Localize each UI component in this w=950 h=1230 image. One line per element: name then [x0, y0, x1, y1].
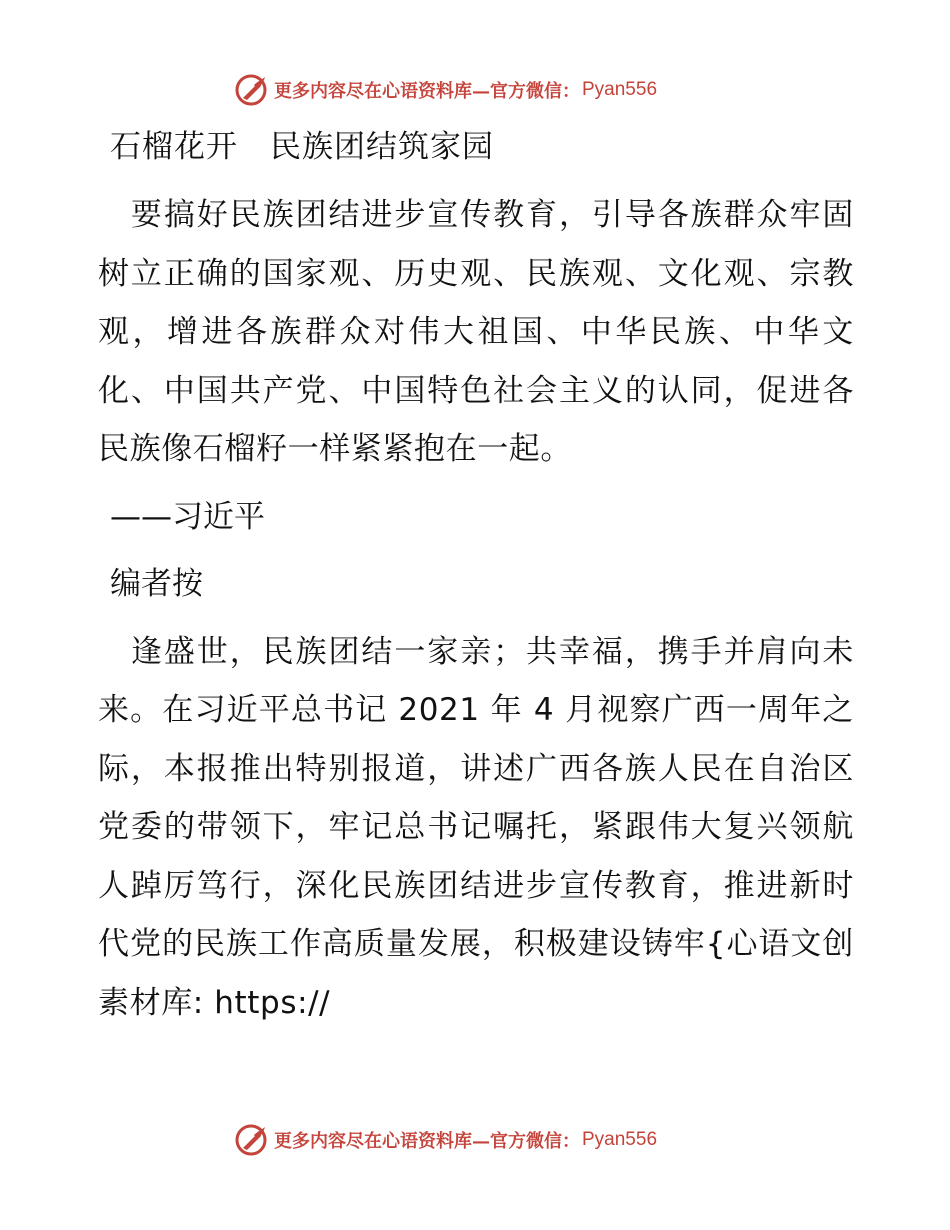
editor-note-body: 逢盛世，民族团结一家亲；共幸福，携手并肩向未来。在习近平总书记 2021 年 4 月视察广西一周年之际，本报推出特别报道，讲述广西各族人民在自治区党委的带领下，牢记总书记嘱托，紧跟伟大复兴领航人踔厉笃行，深化民族团结进步宣传教育，推进新时代党的民族工作高质量发展，积极建设铸牢{心语文创素材库: https:// — [98, 633, 854, 1021]
quill-logo-icon — [234, 1123, 268, 1157]
banner-wechat-handle: Pyan556 — [582, 79, 658, 100]
article — [98, 118, 854, 1032]
editor-note-heading: 编者按 — [110, 565, 203, 602]
quill-logo-icon — [234, 73, 268, 107]
quote-paragraph: 要搞好民族团结进步宣传教育，引导各族群众牢固树立正确的国家观、历史观、民族观、文化观、宗教观，增进各族群众对伟大祖国、中华民族、中华文化、中国共产党、中国特色社会主义的认同，促进各民族像石榴籽一样紧紧抱在一起。 — [98, 197, 854, 467]
article-title: 石榴花开 民族团结筑家园 — [110, 129, 494, 165]
footer-banner — [234, 1120, 714, 1160]
banner-text: 更多内容尽在心语资料库—官方微信： — [274, 1131, 580, 1152]
banner-text: 更多内容尽在心语资料库—官方微信： — [274, 81, 580, 102]
quote-attribution: ——习近平 — [110, 498, 265, 535]
banner-wechat-handle: Pyan556 — [582, 1129, 658, 1150]
header-banner — [234, 70, 714, 110]
